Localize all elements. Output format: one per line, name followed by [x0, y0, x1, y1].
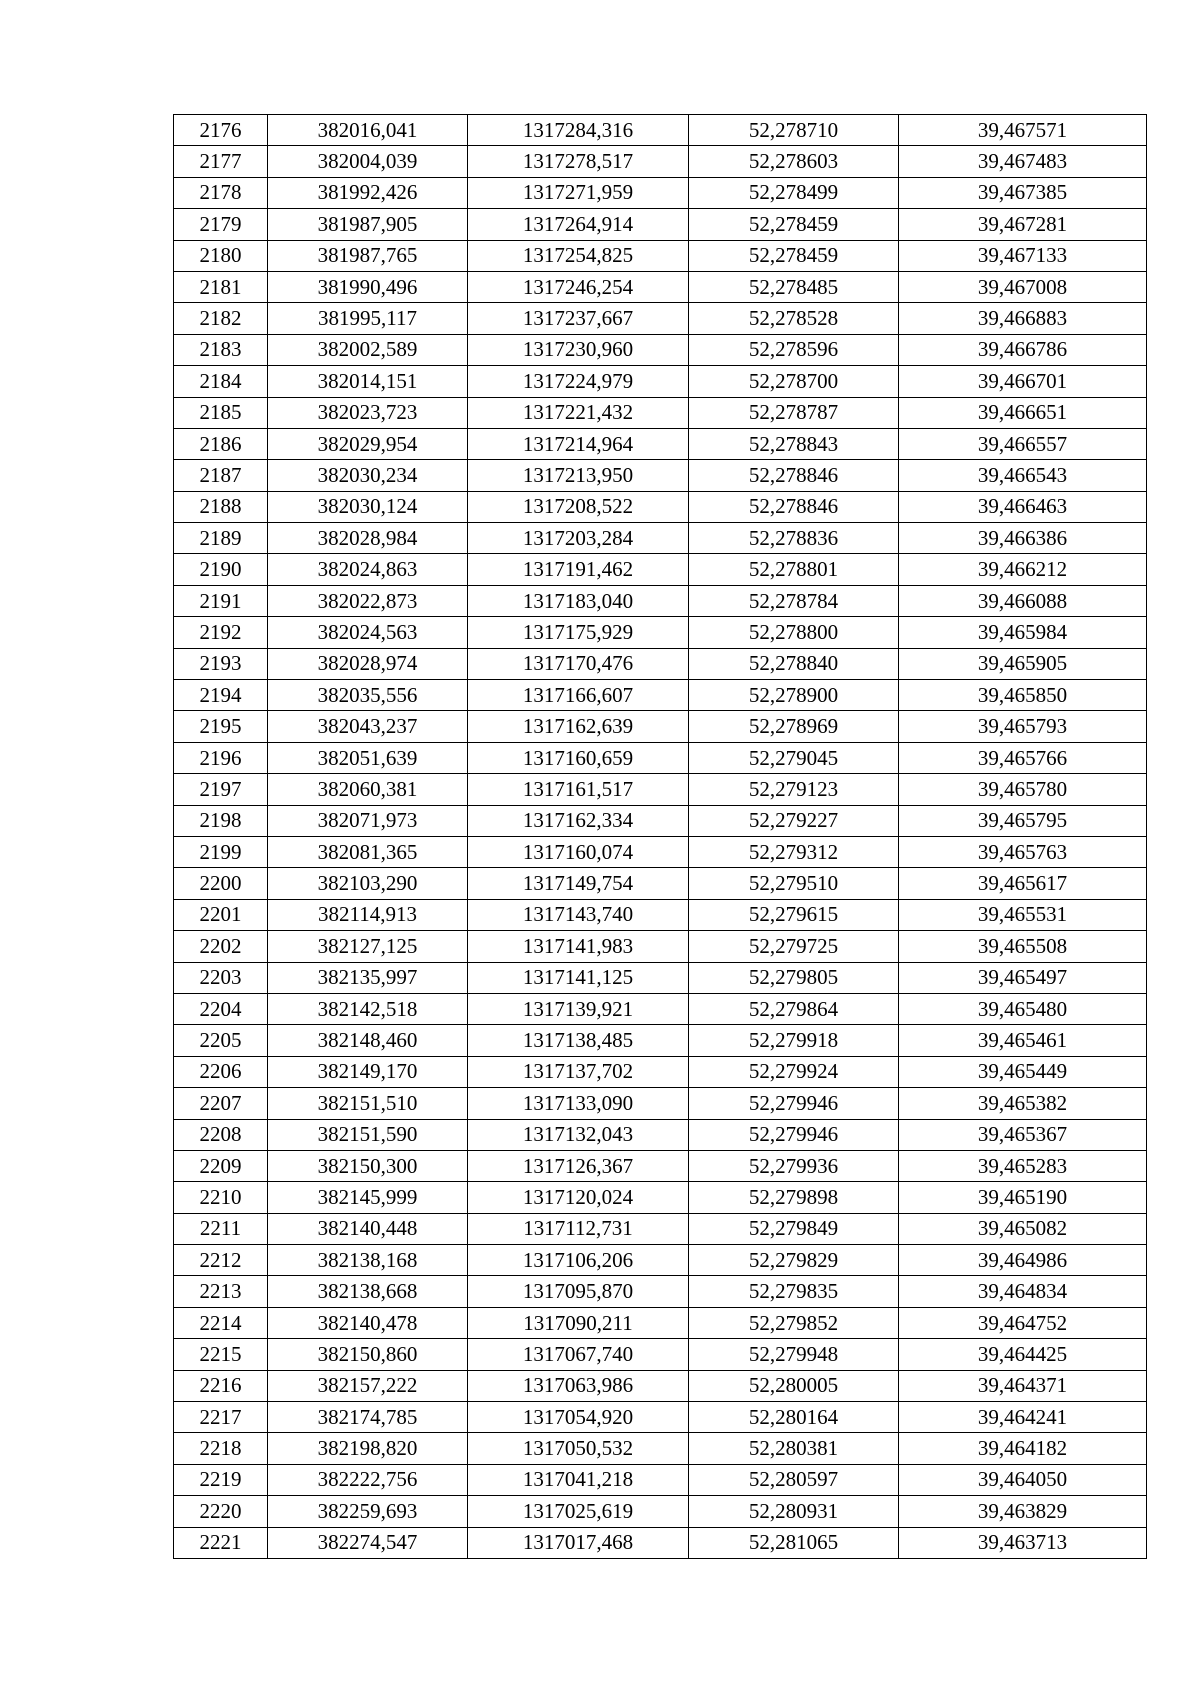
x-coordinate-cell: 382114,913: [268, 899, 468, 930]
point-number-cell: 2184: [174, 366, 268, 397]
latitude-cell: 52,278596: [689, 334, 899, 365]
x-coordinate-cell: 381987,905: [268, 209, 468, 240]
latitude-cell: 52,279045: [689, 742, 899, 773]
point-number-cell: 2188: [174, 491, 268, 522]
x-coordinate-cell: 382016,041: [268, 115, 468, 146]
table-row: [174, 711, 1147, 742]
x-coordinate-cell: 382140,478: [268, 1307, 468, 1338]
longitude-cell: 39,464752: [899, 1307, 1147, 1338]
y-coordinate-cell: 1317025,619: [468, 1496, 689, 1527]
longitude-cell: 39,465795: [899, 805, 1147, 836]
y-coordinate-cell: 1317090,211: [468, 1307, 689, 1338]
table-row: [174, 868, 1147, 899]
table-row: [174, 1339, 1147, 1370]
latitude-cell: 52,278459: [689, 209, 899, 240]
point-number-cell: 2202: [174, 931, 268, 962]
table-row: [174, 962, 1147, 993]
longitude-cell: 39,465766: [899, 742, 1147, 773]
longitude-cell: 39,466883: [899, 303, 1147, 334]
y-coordinate-cell: 1317054,920: [468, 1402, 689, 1433]
latitude-cell: 52,279805: [689, 962, 899, 993]
x-coordinate-cell: 382024,563: [268, 617, 468, 648]
x-coordinate-cell: 382157,222: [268, 1370, 468, 1401]
y-coordinate-cell: 1317063,986: [468, 1370, 689, 1401]
longitude-cell: 39,465850: [899, 680, 1147, 711]
x-coordinate-cell: 382150,300: [268, 1150, 468, 1181]
table-row: [174, 366, 1147, 397]
x-coordinate-cell: 382198,820: [268, 1433, 468, 1464]
x-coordinate-cell: 382030,234: [268, 460, 468, 491]
x-coordinate-cell: 382259,693: [268, 1496, 468, 1527]
latitude-cell: 52,280005: [689, 1370, 899, 1401]
table-row: [174, 209, 1147, 240]
longitude-cell: 39,465497: [899, 962, 1147, 993]
longitude-cell: 39,465780: [899, 774, 1147, 805]
table-row: [174, 617, 1147, 648]
y-coordinate-cell: 1317278,517: [468, 146, 689, 177]
latitude-cell: 52,278700: [689, 366, 899, 397]
point-number-cell: 2214: [174, 1307, 268, 1338]
latitude-cell: 52,279898: [689, 1182, 899, 1213]
longitude-cell: 39,464371: [899, 1370, 1147, 1401]
x-coordinate-cell: 382014,151: [268, 366, 468, 397]
point-number-cell: 2197: [174, 774, 268, 805]
latitude-cell: 52,278784: [689, 585, 899, 616]
latitude-cell: 52,278846: [689, 460, 899, 491]
x-coordinate-cell: 381990,496: [268, 271, 468, 302]
point-number-cell: 2198: [174, 805, 268, 836]
point-number-cell: 2213: [174, 1276, 268, 1307]
table-row: [174, 303, 1147, 334]
x-coordinate-cell: 382043,237: [268, 711, 468, 742]
x-coordinate-cell: 382222,756: [268, 1464, 468, 1495]
table-row: [174, 1213, 1147, 1244]
coordinates-table: [173, 114, 1147, 1559]
table-row: [174, 1402, 1147, 1433]
longitude-cell: 39,463829: [899, 1496, 1147, 1527]
point-number-cell: 2194: [174, 680, 268, 711]
point-number-cell: 2192: [174, 617, 268, 648]
x-coordinate-cell: 382002,589: [268, 334, 468, 365]
y-coordinate-cell: 1317183,040: [468, 585, 689, 616]
y-coordinate-cell: 1317067,740: [468, 1339, 689, 1370]
y-coordinate-cell: 1317208,522: [468, 491, 689, 522]
longitude-cell: 39,465283: [899, 1150, 1147, 1181]
x-coordinate-cell: 382028,974: [268, 648, 468, 679]
latitude-cell: 52,278787: [689, 397, 899, 428]
point-number-cell: 2218: [174, 1433, 268, 1464]
point-number-cell: 2203: [174, 962, 268, 993]
x-coordinate-cell: 382142,518: [268, 993, 468, 1024]
latitude-cell: 52,278800: [689, 617, 899, 648]
longitude-cell: 39,464425: [899, 1339, 1147, 1370]
table-row: [174, 836, 1147, 867]
longitude-cell: 39,465763: [899, 836, 1147, 867]
table-row: [174, 271, 1147, 302]
latitude-cell: 52,279948: [689, 1339, 899, 1370]
x-coordinate-cell: 382030,124: [268, 491, 468, 522]
table-row: [174, 177, 1147, 208]
point-number-cell: 2177: [174, 146, 268, 177]
longitude-cell: 39,464834: [899, 1276, 1147, 1307]
x-coordinate-cell: 382140,448: [268, 1213, 468, 1244]
point-number-cell: 2219: [174, 1464, 268, 1495]
longitude-cell: 39,467483: [899, 146, 1147, 177]
table-row: [174, 334, 1147, 365]
y-coordinate-cell: 1317112,731: [468, 1213, 689, 1244]
point-number-cell: 2176: [174, 115, 268, 146]
y-coordinate-cell: 1317224,979: [468, 366, 689, 397]
point-number-cell: 2210: [174, 1182, 268, 1213]
longitude-cell: 39,465508: [899, 931, 1147, 962]
latitude-cell: 52,278710: [689, 115, 899, 146]
longitude-cell: 39,467571: [899, 115, 1147, 146]
y-coordinate-cell: 1317166,607: [468, 680, 689, 711]
table-row: [174, 931, 1147, 962]
longitude-cell: 39,465461: [899, 1025, 1147, 1056]
table-row: [174, 805, 1147, 836]
longitude-cell: 39,464241: [899, 1402, 1147, 1433]
latitude-cell: 52,278843: [689, 428, 899, 459]
y-coordinate-cell: 1317041,218: [468, 1464, 689, 1495]
latitude-cell: 52,281065: [689, 1527, 899, 1558]
table-row: [174, 680, 1147, 711]
longitude-cell: 39,467008: [899, 271, 1147, 302]
longitude-cell: 39,466386: [899, 523, 1147, 554]
x-coordinate-cell: 382149,170: [268, 1056, 468, 1087]
y-coordinate-cell: 1317221,432: [468, 397, 689, 428]
y-coordinate-cell: 1317143,740: [468, 899, 689, 930]
point-number-cell: 2215: [174, 1339, 268, 1370]
latitude-cell: 52,278499: [689, 177, 899, 208]
x-coordinate-cell: 381995,117: [268, 303, 468, 334]
point-number-cell: 2182: [174, 303, 268, 334]
longitude-cell: 39,465617: [899, 868, 1147, 899]
point-number-cell: 2217: [174, 1402, 268, 1433]
y-coordinate-cell: 1317141,983: [468, 931, 689, 962]
y-coordinate-cell: 1317213,950: [468, 460, 689, 491]
table-row: [174, 1433, 1147, 1464]
x-coordinate-cell: 382024,863: [268, 554, 468, 585]
longitude-cell: 39,466088: [899, 585, 1147, 616]
latitude-cell: 52,279227: [689, 805, 899, 836]
point-number-cell: 2180: [174, 240, 268, 271]
latitude-cell: 52,278900: [689, 680, 899, 711]
latitude-cell: 52,278459: [689, 240, 899, 271]
y-coordinate-cell: 1317050,532: [468, 1433, 689, 1464]
point-number-cell: 2181: [174, 271, 268, 302]
y-coordinate-cell: 1317191,462: [468, 554, 689, 585]
latitude-cell: 52,279864: [689, 993, 899, 1024]
table-row: [174, 428, 1147, 459]
latitude-cell: 52,279510: [689, 868, 899, 899]
y-coordinate-cell: 1317264,914: [468, 209, 689, 240]
y-coordinate-cell: 1317162,639: [468, 711, 689, 742]
longitude-cell: 39,465082: [899, 1213, 1147, 1244]
longitude-cell: 39,467385: [899, 177, 1147, 208]
y-coordinate-cell: 1317161,517: [468, 774, 689, 805]
x-coordinate-cell: 382004,039: [268, 146, 468, 177]
table-row: [174, 1088, 1147, 1119]
point-number-cell: 2206: [174, 1056, 268, 1087]
x-coordinate-cell: 382071,973: [268, 805, 468, 836]
y-coordinate-cell: 1317133,090: [468, 1088, 689, 1119]
table-row: [174, 585, 1147, 616]
latitude-cell: 52,279849: [689, 1213, 899, 1244]
x-coordinate-cell: 382023,723: [268, 397, 468, 428]
x-coordinate-cell: 382127,125: [268, 931, 468, 962]
latitude-cell: 52,278836: [689, 523, 899, 554]
table-row: [174, 1496, 1147, 1527]
x-coordinate-cell: 382145,999: [268, 1182, 468, 1213]
table-row: [174, 1370, 1147, 1401]
table-row: [174, 146, 1147, 177]
x-coordinate-cell: 382051,639: [268, 742, 468, 773]
coordinates-table-body: [174, 115, 1147, 1559]
x-coordinate-cell: 382029,954: [268, 428, 468, 459]
x-coordinate-cell: 382138,168: [268, 1245, 468, 1276]
longitude-cell: 39,465905: [899, 648, 1147, 679]
longitude-cell: 39,463713: [899, 1527, 1147, 1558]
table-row: [174, 1245, 1147, 1276]
y-coordinate-cell: 1317160,074: [468, 836, 689, 867]
point-number-cell: 2211: [174, 1213, 268, 1244]
y-coordinate-cell: 1317106,206: [468, 1245, 689, 1276]
latitude-cell: 52,278603: [689, 146, 899, 177]
longitude-cell: 39,464182: [899, 1433, 1147, 1464]
point-number-cell: 2179: [174, 209, 268, 240]
point-number-cell: 2208: [174, 1119, 268, 1150]
table-row: [174, 993, 1147, 1024]
x-coordinate-cell: 382138,668: [268, 1276, 468, 1307]
x-coordinate-cell: 382103,290: [268, 868, 468, 899]
y-coordinate-cell: 1317162,334: [468, 805, 689, 836]
latitude-cell: 52,278969: [689, 711, 899, 742]
point-number-cell: 2200: [174, 868, 268, 899]
point-number-cell: 2187: [174, 460, 268, 491]
point-number-cell: 2191: [174, 585, 268, 616]
table-row: [174, 240, 1147, 271]
table-row: [174, 1056, 1147, 1087]
point-number-cell: 2183: [174, 334, 268, 365]
table-row: [174, 554, 1147, 585]
latitude-cell: 52,279829: [689, 1245, 899, 1276]
point-number-cell: 2205: [174, 1025, 268, 1056]
table-row: [174, 899, 1147, 930]
longitude-cell: 39,466786: [899, 334, 1147, 365]
latitude-cell: 52,278846: [689, 491, 899, 522]
latitude-cell: 52,279312: [689, 836, 899, 867]
point-number-cell: 2201: [174, 899, 268, 930]
longitude-cell: 39,466543: [899, 460, 1147, 491]
latitude-cell: 52,280381: [689, 1433, 899, 1464]
point-number-cell: 2220: [174, 1496, 268, 1527]
latitude-cell: 52,279615: [689, 899, 899, 930]
point-number-cell: 2216: [174, 1370, 268, 1401]
point-number-cell: 2207: [174, 1088, 268, 1119]
table-row: [174, 1025, 1147, 1056]
latitude-cell: 52,280931: [689, 1496, 899, 1527]
table-row: [174, 1527, 1147, 1558]
table-row: [174, 1464, 1147, 1495]
y-coordinate-cell: 1317230,960: [468, 334, 689, 365]
longitude-cell: 39,465449: [899, 1056, 1147, 1087]
y-coordinate-cell: 1317203,284: [468, 523, 689, 554]
longitude-cell: 39,466212: [899, 554, 1147, 585]
y-coordinate-cell: 1317214,964: [468, 428, 689, 459]
longitude-cell: 39,465984: [899, 617, 1147, 648]
y-coordinate-cell: 1317237,667: [468, 303, 689, 334]
x-coordinate-cell: 382022,873: [268, 585, 468, 616]
point-number-cell: 2185: [174, 397, 268, 428]
point-number-cell: 2204: [174, 993, 268, 1024]
y-coordinate-cell: 1317095,870: [468, 1276, 689, 1307]
latitude-cell: 52,279918: [689, 1025, 899, 1056]
table-row: [174, 491, 1147, 522]
y-coordinate-cell: 1317120,024: [468, 1182, 689, 1213]
point-number-cell: 2209: [174, 1150, 268, 1181]
table-row: [174, 1119, 1147, 1150]
y-coordinate-cell: 1317141,125: [468, 962, 689, 993]
latitude-cell: 52,278485: [689, 271, 899, 302]
y-coordinate-cell: 1317175,929: [468, 617, 689, 648]
latitude-cell: 52,278801: [689, 554, 899, 585]
longitude-cell: 39,465382: [899, 1088, 1147, 1119]
y-coordinate-cell: 1317149,754: [468, 868, 689, 899]
longitude-cell: 39,465531: [899, 899, 1147, 930]
latitude-cell: 52,279936: [689, 1150, 899, 1181]
longitude-cell: 39,465190: [899, 1182, 1147, 1213]
table-row: [174, 115, 1147, 146]
longitude-cell: 39,465793: [899, 711, 1147, 742]
longitude-cell: 39,467281: [899, 209, 1147, 240]
y-coordinate-cell: 1317017,468: [468, 1527, 689, 1558]
y-coordinate-cell: 1317126,367: [468, 1150, 689, 1181]
longitude-cell: 39,465367: [899, 1119, 1147, 1150]
latitude-cell: 52,279725: [689, 931, 899, 962]
x-coordinate-cell: 382028,984: [268, 523, 468, 554]
longitude-cell: 39,464050: [899, 1464, 1147, 1495]
x-coordinate-cell: 382148,460: [268, 1025, 468, 1056]
latitude-cell: 52,280164: [689, 1402, 899, 1433]
latitude-cell: 52,279852: [689, 1307, 899, 1338]
y-coordinate-cell: 1317138,485: [468, 1025, 689, 1056]
latitude-cell: 52,280597: [689, 1464, 899, 1495]
latitude-cell: 52,278840: [689, 648, 899, 679]
y-coordinate-cell: 1317132,043: [468, 1119, 689, 1150]
point-number-cell: 2193: [174, 648, 268, 679]
table-row: [174, 1307, 1147, 1338]
y-coordinate-cell: 1317254,825: [468, 240, 689, 271]
x-coordinate-cell: 382060,381: [268, 774, 468, 805]
point-number-cell: 2196: [174, 742, 268, 773]
point-number-cell: 2189: [174, 523, 268, 554]
longitude-cell: 39,465480: [899, 993, 1147, 1024]
table-row: [174, 742, 1147, 773]
latitude-cell: 52,279835: [689, 1276, 899, 1307]
x-coordinate-cell: 382135,997: [268, 962, 468, 993]
longitude-cell: 39,466463: [899, 491, 1147, 522]
y-coordinate-cell: 1317170,476: [468, 648, 689, 679]
x-coordinate-cell: 382081,365: [268, 836, 468, 867]
table-row: [174, 1276, 1147, 1307]
point-number-cell: 2199: [174, 836, 268, 867]
table-row: [174, 774, 1147, 805]
table-row: [174, 397, 1147, 428]
point-number-cell: 2195: [174, 711, 268, 742]
longitude-cell: 39,466557: [899, 428, 1147, 459]
x-coordinate-cell: 382174,785: [268, 1402, 468, 1433]
table-row: [174, 648, 1147, 679]
y-coordinate-cell: 1317246,254: [468, 271, 689, 302]
x-coordinate-cell: 382150,860: [268, 1339, 468, 1370]
x-coordinate-cell: 381987,765: [268, 240, 468, 271]
point-number-cell: 2212: [174, 1245, 268, 1276]
latitude-cell: 52,278528: [689, 303, 899, 334]
point-number-cell: 2190: [174, 554, 268, 585]
x-coordinate-cell: 382151,510: [268, 1088, 468, 1119]
x-coordinate-cell: 382035,556: [268, 680, 468, 711]
point-number-cell: 2178: [174, 177, 268, 208]
latitude-cell: 52,279946: [689, 1088, 899, 1119]
point-number-cell: 2221: [174, 1527, 268, 1558]
longitude-cell: 39,466701: [899, 366, 1147, 397]
longitude-cell: 39,466651: [899, 397, 1147, 428]
table-row: [174, 1182, 1147, 1213]
table-row: [174, 1150, 1147, 1181]
longitude-cell: 39,464986: [899, 1245, 1147, 1276]
latitude-cell: 52,279123: [689, 774, 899, 805]
y-coordinate-cell: 1317160,659: [468, 742, 689, 773]
table-row: [174, 523, 1147, 554]
x-coordinate-cell: 382151,590: [268, 1119, 468, 1150]
point-number-cell: 2186: [174, 428, 268, 459]
y-coordinate-cell: 1317139,921: [468, 993, 689, 1024]
x-coordinate-cell: 382274,547: [268, 1527, 468, 1558]
table-row: [174, 460, 1147, 491]
x-coordinate-cell: 381992,426: [268, 177, 468, 208]
y-coordinate-cell: 1317284,316: [468, 115, 689, 146]
y-coordinate-cell: 1317271,959: [468, 177, 689, 208]
latitude-cell: 52,279946: [689, 1119, 899, 1150]
y-coordinate-cell: 1317137,702: [468, 1056, 689, 1087]
latitude-cell: 52,279924: [689, 1056, 899, 1087]
longitude-cell: 39,467133: [899, 240, 1147, 271]
